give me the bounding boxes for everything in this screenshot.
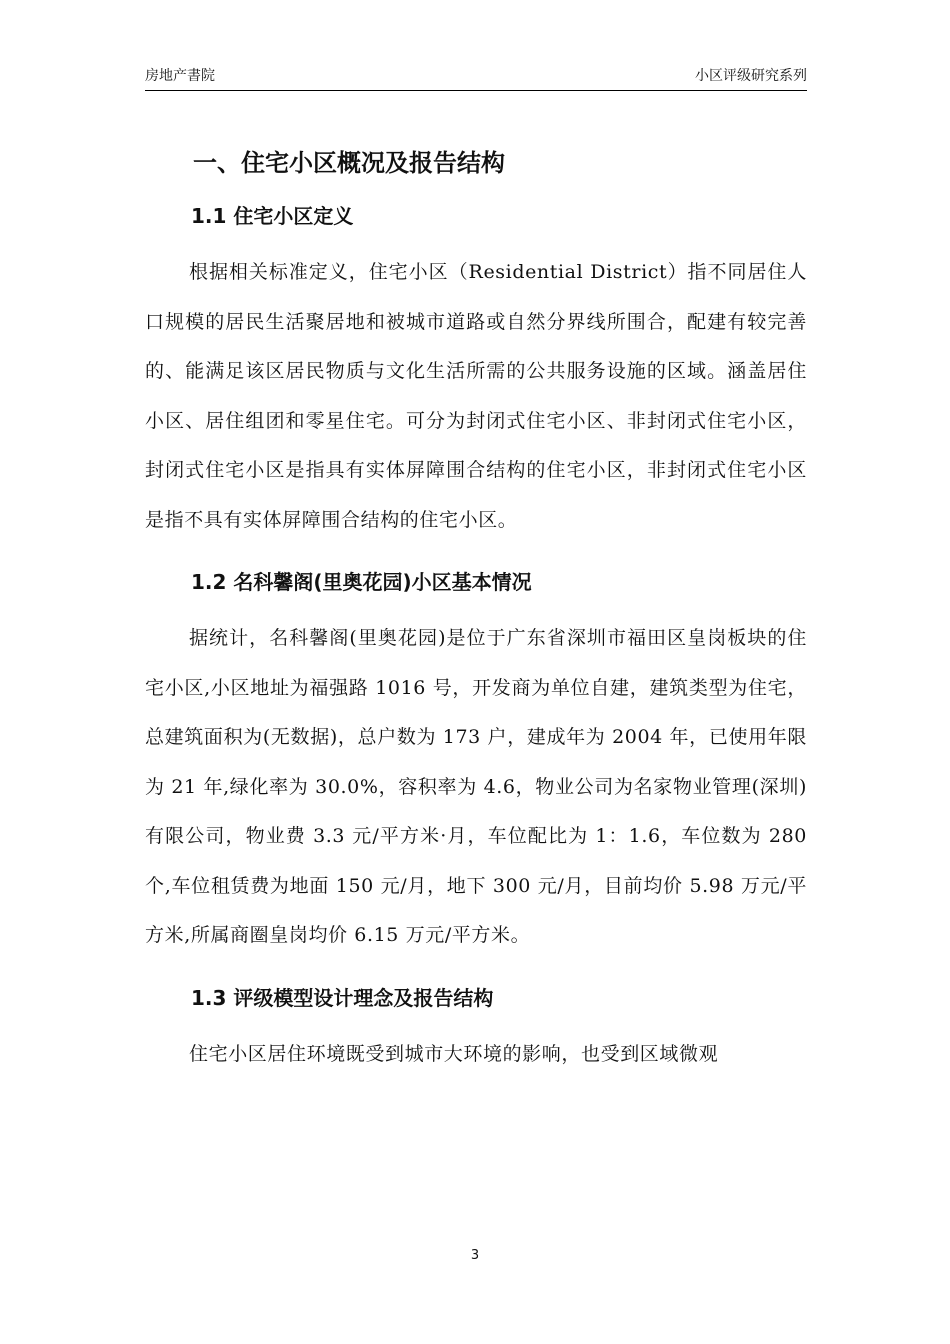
paragraph-basic-info: 据统计，名科馨阁(里奥花园)是位于广东省深圳市福田区皇岗板块的住宅小区,小区地址为福强路 1016 号，开发商为单位自建，建筑类型为住宅，总建筑面积为(无数据)，总户数为 173 户，建成年为 2004 年，已使用年限为 21 年,绿化率为 30.0%，容积率为 4.6，物业公司为名家物业管理(深圳)有限公司，物业费 3.3 元/平方米·月，车位配比为 1：1.6，车位数为 280 个,车位租赁费为地面 150 元/月，地下 300 元/月，目前均价 5.98 万元/平方米,所属商圈皇岗均价 6.15 万元/平方米。: [145, 627, 807, 946]
header-publisher: 房地产書院: [145, 68, 215, 84]
subsection-heading-1-3: 1.3 评级模型设计理念及报告结构: [191, 985, 494, 1010]
paragraph-model-design: 住宅小区居住环境既受到城市大环境的影响，也受到区域微观: [189, 1042, 719, 1065]
subsection-heading-1-1: 1.1 住宅小区定义: [191, 204, 354, 228]
page-header: [145, 66, 807, 91]
section-heading: 一、住宅小区概况及报告结构: [193, 149, 505, 177]
paragraph-definition: 根据相关标准定义，住宅小区（Residential District）指不同居住人口规模的居民生活聚居地和被城市道路或自然分界线所围合，配建有较完善的、能满足该区居民物质与文化生活所需的公共服务设施的区域。涵盖居住小区、居住组团和零星住宅。可分为封闭式住宅小区、非封闭式住宅小区，封闭式住宅小区是指具有实体屏障围合结构的住宅小区，非封闭式住宅小区是指不具有实体屏障围合结构的住宅小区。: [145, 261, 807, 531]
header-series-title: 小区评级研究系列: [695, 68, 807, 84]
page-content: [145, 140, 807, 1079]
page-number: 3: [470, 1248, 480, 1263]
subsection-heading-1-2: 1.2 名科馨阁(里奥花园)小区基本情况: [191, 570, 532, 594]
